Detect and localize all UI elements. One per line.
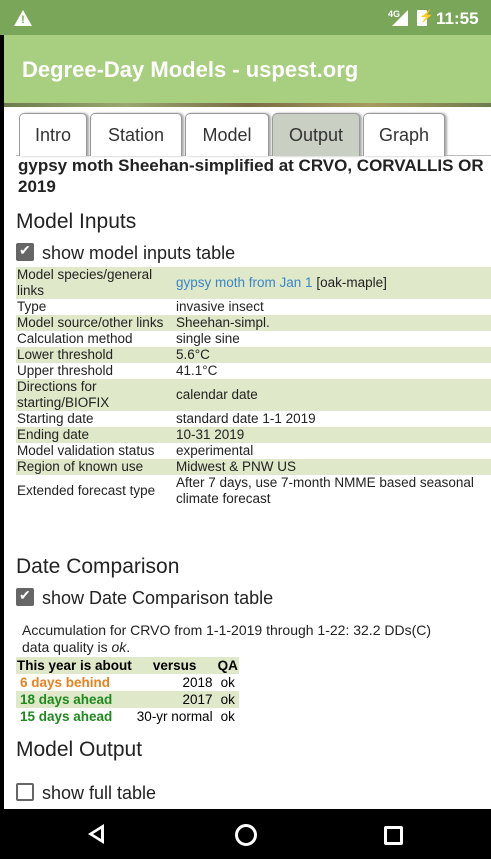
input-key: Ending date bbox=[17, 427, 90, 442]
home-icon[interactable] bbox=[235, 824, 257, 846]
input-key: Region of known use bbox=[17, 459, 144, 474]
input-key: Type bbox=[17, 299, 47, 314]
comparison-qa: ok bbox=[220, 709, 235, 724]
table-row bbox=[16, 443, 491, 459]
input-value: calendar date bbox=[176, 387, 258, 402]
comparison-qa: ok bbox=[220, 675, 235, 690]
signal-icon bbox=[392, 10, 408, 26]
input-key: Model source/other links bbox=[17, 315, 164, 330]
accumulation-line: Accumulation for CRVO from 1-1-2019 through 1-22: 32.2 DDs(C) bbox=[22, 622, 432, 638]
show-full-table-checkbox[interactable] bbox=[16, 783, 34, 801]
input-value: After 7 days, use 7-month NMME based seasonal climate forecast bbox=[176, 475, 474, 506]
table-row bbox=[16, 459, 491, 475]
input-value: 5.6°C bbox=[176, 347, 210, 362]
table-header-row bbox=[16, 657, 239, 674]
model-inputs-heading: Model Inputs bbox=[16, 210, 137, 233]
table-row bbox=[16, 379, 491, 411]
header-versus: versus bbox=[152, 658, 197, 673]
input-key: Calculation method bbox=[17, 331, 133, 346]
input-value: Midwest & PNW US bbox=[176, 459, 297, 474]
tab-graph[interactable]: Graph bbox=[363, 113, 445, 156]
tab-bar bbox=[16, 107, 491, 156]
input-value: experimental bbox=[176, 443, 254, 458]
table-row bbox=[16, 331, 491, 347]
table-row bbox=[16, 347, 491, 363]
input-key: Model species/general links bbox=[17, 267, 153, 298]
status-bar: ! 4G ⚡ 11:55 bbox=[0, 0, 491, 35]
tab-model[interactable]: Model bbox=[185, 113, 269, 156]
model-output-heading: Model Output bbox=[16, 738, 143, 761]
header-this-year: This year is about bbox=[17, 658, 132, 673]
table-row bbox=[16, 674, 239, 691]
input-value: invasive insect bbox=[176, 299, 264, 314]
table-row bbox=[16, 267, 491, 299]
input-value: single sine bbox=[176, 331, 240, 346]
input-value: 10-31 2019 bbox=[176, 427, 245, 442]
table-row bbox=[16, 411, 491, 427]
input-key: Extended forecast type bbox=[17, 483, 156, 498]
tab-output[interactable]: Output bbox=[272, 113, 360, 156]
table-row bbox=[16, 427, 491, 443]
input-key: Starting date bbox=[17, 411, 94, 426]
status-time: 11:55 bbox=[436, 9, 479, 28]
app-title: Degree-Day Models - uspest.org bbox=[22, 57, 359, 82]
table-row bbox=[16, 299, 491, 315]
input-value bbox=[175, 267, 491, 299]
table-row bbox=[16, 363, 491, 379]
charging-icon: ⚡ bbox=[419, 9, 434, 23]
input-key: Lower threshold bbox=[17, 347, 114, 362]
app-bar bbox=[4, 35, 491, 103]
navigation-bar bbox=[0, 809, 491, 859]
header-qa: QA bbox=[217, 658, 238, 673]
comparison-qa: ok bbox=[220, 692, 235, 707]
date-comparison-table bbox=[16, 657, 239, 725]
recents-icon[interactable] bbox=[384, 826, 403, 845]
page-title-line2: 2019 bbox=[18, 177, 56, 196]
comparison-about: 6 days behind bbox=[20, 675, 111, 690]
data-quality-line: data quality is ok. bbox=[22, 639, 131, 655]
input-key: Model validation status bbox=[17, 443, 155, 458]
show-date-comparison-label[interactable]: show Date Comparison table bbox=[42, 588, 274, 608]
accumulation-text bbox=[22, 622, 431, 656]
show-inputs-label[interactable]: show model inputs table bbox=[42, 243, 236, 263]
comparison-versus: 2017 bbox=[182, 692, 213, 707]
network-type: 4G bbox=[388, 9, 401, 19]
page-title bbox=[18, 155, 491, 197]
comparison-versus: 2018 bbox=[182, 675, 213, 690]
model-inputs-table bbox=[16, 267, 491, 507]
table-row bbox=[16, 475, 491, 507]
input-value: 41.1°C bbox=[176, 363, 218, 378]
table-row bbox=[16, 315, 491, 331]
table-row bbox=[16, 708, 239, 725]
input-value: standard date 1-1 2019 bbox=[176, 411, 316, 426]
show-date-comparison-checkbox[interactable] bbox=[16, 588, 34, 606]
page-title-line1: gypsy moth Sheehan-simplified at CRVO, CORVALLIS OR bbox=[18, 156, 484, 175]
show-full-table-label[interactable]: show full table bbox=[42, 783, 157, 803]
input-key: Upper threshold bbox=[17, 363, 114, 378]
input-key: Directions for starting/BIOFIX bbox=[17, 379, 110, 410]
page-content[interactable] bbox=[4, 103, 491, 809]
input-value: Sheehan-simpl. bbox=[176, 315, 270, 330]
species-extra: [oak-maple] bbox=[316, 275, 387, 290]
comparison-about: 15 days ahead bbox=[20, 709, 113, 724]
species-link[interactable]: gypsy moth from Jan 1 bbox=[176, 275, 313, 290]
show-inputs-checkbox[interactable] bbox=[16, 243, 34, 261]
tab-intro[interactable]: Intro bbox=[19, 113, 87, 156]
comparison-versus: 30-yr normal bbox=[136, 709, 213, 724]
tab-station[interactable]: Station bbox=[90, 113, 182, 156]
date-comparison-heading: Date Comparison bbox=[16, 555, 180, 578]
table-row bbox=[16, 691, 239, 708]
comparison-about: 18 days ahead bbox=[20, 692, 113, 707]
